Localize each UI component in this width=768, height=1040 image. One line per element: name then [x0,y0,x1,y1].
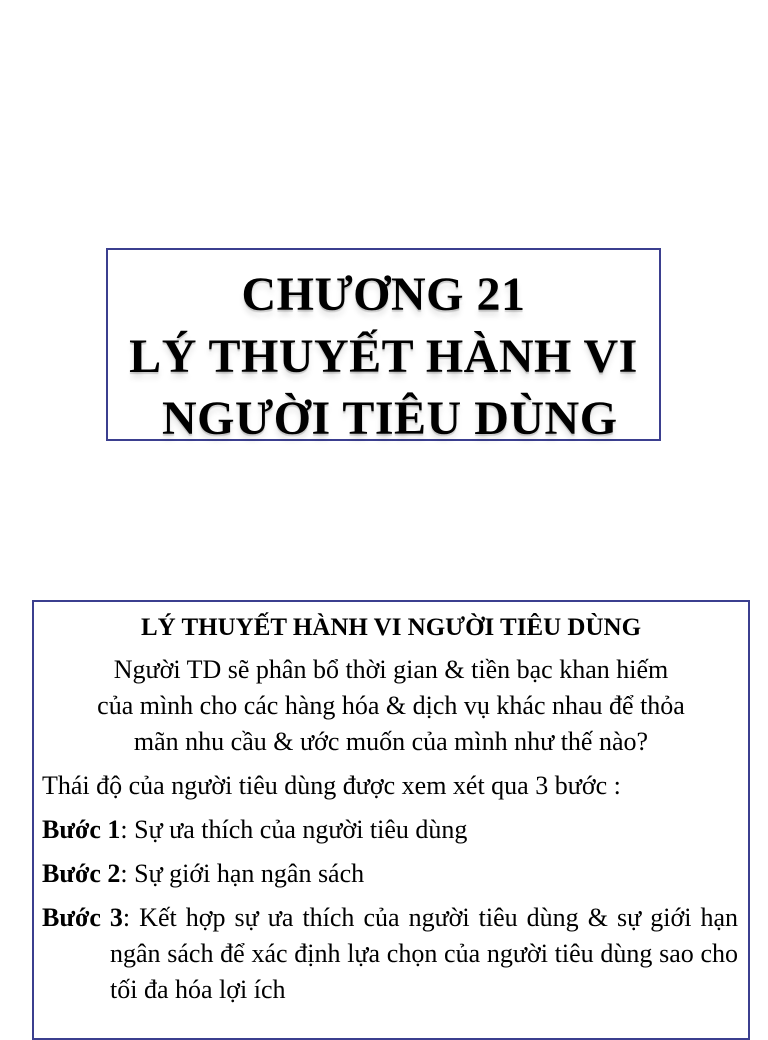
step-1-label: Bước 1 [42,815,121,844]
content-heading: LÝ THUYẾT HÀNH VI NGƯỜI TIÊU DÙNG [140,614,642,641]
step-2 [42,856,740,892]
step-2-label: Bước 2 [42,859,121,888]
chapter-number: CHƯƠNG 21 [241,268,526,321]
step-3 [42,900,738,1008]
intro-line-3: mãn nhu cầu & ước muốn của mình như thế nào? [133,727,649,756]
step-1 [42,812,740,848]
intro-line-2: của mình cho các hàng hóa & dịch vụ khác nhau để thỏa [97,691,685,720]
intro-line-1: Người TD sẽ phân bổ thời gian & tiền bạc khan hiếm [113,655,669,684]
content-box [32,600,750,1040]
chapter-title-box [106,248,661,445]
step-2-text: : Sự giới hạn ngân sách [120,859,365,888]
chapter-title-line-1: LÝ THUYẾT HÀNH VI [129,330,638,383]
step-3-label: Bước 3 [42,903,123,932]
chapter-title-line-2: NGƯỜI TIÊU DÙNG [149,392,618,445]
step-1-text: : Sự ưa thích của người tiêu dùng [120,815,468,844]
attitude-paragraph: Thái độ của người tiêu dùng được xem xét qua 3 bước : [42,771,621,800]
step-3-text: : Kết hợp sự ưa thích của người tiêu dùng & sự giới hạn ngân sách để xác định lựa chọn của người tiêu dùng sao cho tối đa hóa lợi ích [110,903,738,1004]
intro-paragraph [42,652,740,760]
